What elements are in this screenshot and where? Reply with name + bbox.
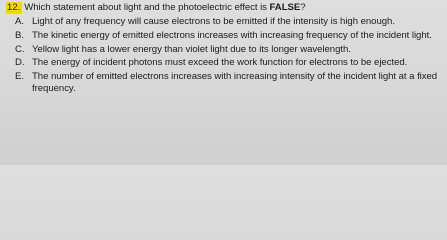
choice-text: The number of emitted electrons increases with increasing intensity of the incident light at a fixed frequency. [32,70,438,95]
question-stem-text: Which statement about light and the photoelectric effect is [24,2,270,13]
choice-letter: B. [15,30,24,41]
choice-c [6,44,442,56]
question-stem-end: ? [300,2,306,13]
question-emphasis: FALSE [269,2,301,13]
choice-text: The energy of incident photons must exceed the work function for electrons to be ejected. [32,57,408,69]
choice-b [6,30,442,42]
choice-text: The kinetic energy of emitted electrons increases with increasing frequency of the incident light. [32,30,432,41]
question-number: 12. [7,2,21,13]
choice-text: Yellow light has a lower energy than violet light due to its longer wavelength. [32,43,351,55]
choice-text: Light of any frequency will cause electrons to be emitted if the intensity is high enough. [32,16,395,28]
answer-choices [6,16,442,95]
choice-e [6,71,442,96]
choice-d [6,57,442,69]
question-block [6,0,442,97]
question-text [24,2,305,14]
choice-letter: E. [15,70,24,82]
choice-letter: C. [15,43,25,55]
choice-letter: D. [15,57,25,69]
question-stem [6,2,442,14]
choice-letter: A. [15,16,24,28]
choice-a [6,16,442,28]
